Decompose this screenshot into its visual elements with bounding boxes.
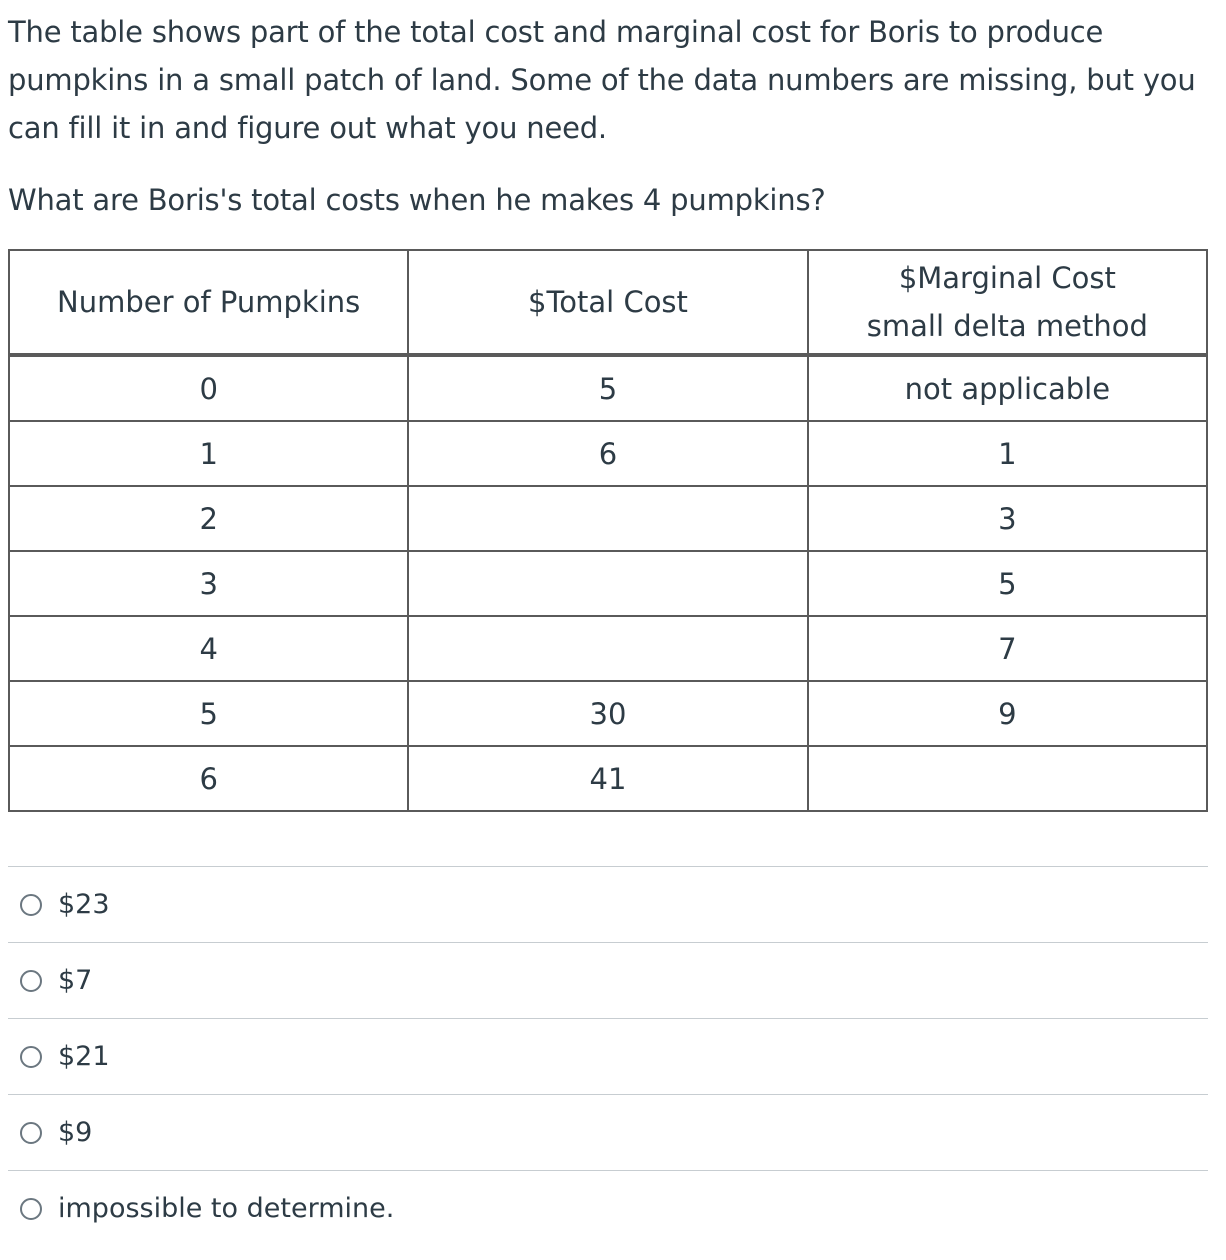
cell-total-cost (408, 551, 807, 616)
table-row (9, 486, 1207, 551)
cell-total-cost (408, 616, 807, 681)
header-total-cost: $Total Cost (408, 250, 807, 355)
radio-button[interactable] (20, 1198, 42, 1220)
cell-pumpkins: 0 (9, 355, 408, 421)
answer-label: impossible to determine. (58, 1193, 395, 1224)
radio-button[interactable] (20, 894, 42, 916)
answer-label: $7 (58, 965, 93, 996)
answer-options (8, 866, 1208, 1246)
table-header-row (9, 250, 1207, 355)
answer-label: $23 (58, 889, 110, 920)
cell-pumpkins: 1 (9, 421, 408, 486)
table-row (9, 421, 1207, 486)
cell-pumpkins: 3 (9, 551, 408, 616)
answer-label: $9 (58, 1117, 93, 1148)
cell-marginal-cost: 9 (808, 681, 1207, 746)
cell-marginal-cost: 7 (808, 616, 1207, 681)
answer-option[interactable] (8, 943, 1208, 1019)
radio-button[interactable] (20, 970, 42, 992)
question-intro: The table shows part of the total cost and marginal cost for Boris to produce pumpkins in a small patch of land. Some of the data numbers are missing, but you can fill it in and figure out what you need. (8, 15, 1196, 145)
answer-option[interactable] (8, 1095, 1208, 1171)
cell-total-cost: 30 (408, 681, 807, 746)
question-text (8, 8, 1208, 224)
cell-total-cost (408, 486, 807, 551)
cell-marginal-cost: 5 (808, 551, 1207, 616)
cell-pumpkins: 5 (9, 681, 408, 746)
table-row (9, 551, 1207, 616)
header-marginal-cost (808, 250, 1207, 355)
cell-pumpkins: 4 (9, 616, 408, 681)
answer-label: $21 (58, 1041, 110, 1072)
header-marginal-cost-line1: $Marginal Cost (898, 261, 1116, 295)
cell-marginal-cost: 1 (808, 421, 1207, 486)
radio-button[interactable] (20, 1046, 42, 1068)
cell-marginal-cost: 3 (808, 486, 1207, 551)
cell-total-cost: 6 (408, 421, 807, 486)
table-row (9, 616, 1207, 681)
cost-table (8, 249, 1208, 812)
header-marginal-cost-line2: small delta method (866, 309, 1148, 343)
cell-marginal-cost (808, 746, 1207, 811)
answer-option[interactable] (8, 1019, 1208, 1095)
table-row (9, 746, 1207, 811)
cell-pumpkins: 6 (9, 746, 408, 811)
answer-option[interactable] (8, 867, 1208, 943)
cell-pumpkins: 2 (9, 486, 408, 551)
radio-button[interactable] (20, 1122, 42, 1144)
question-prompt: What are Boris's total costs when he makes 4 pumpkins? (8, 183, 826, 217)
table-row (9, 355, 1207, 421)
header-number-of-pumpkins: Number of Pumpkins (9, 250, 408, 355)
cell-total-cost: 41 (408, 746, 807, 811)
cell-total-cost: 5 (408, 355, 807, 421)
answer-option[interactable] (8, 1171, 1208, 1246)
cell-marginal-cost: not applicable (808, 355, 1207, 421)
table-row (9, 681, 1207, 746)
